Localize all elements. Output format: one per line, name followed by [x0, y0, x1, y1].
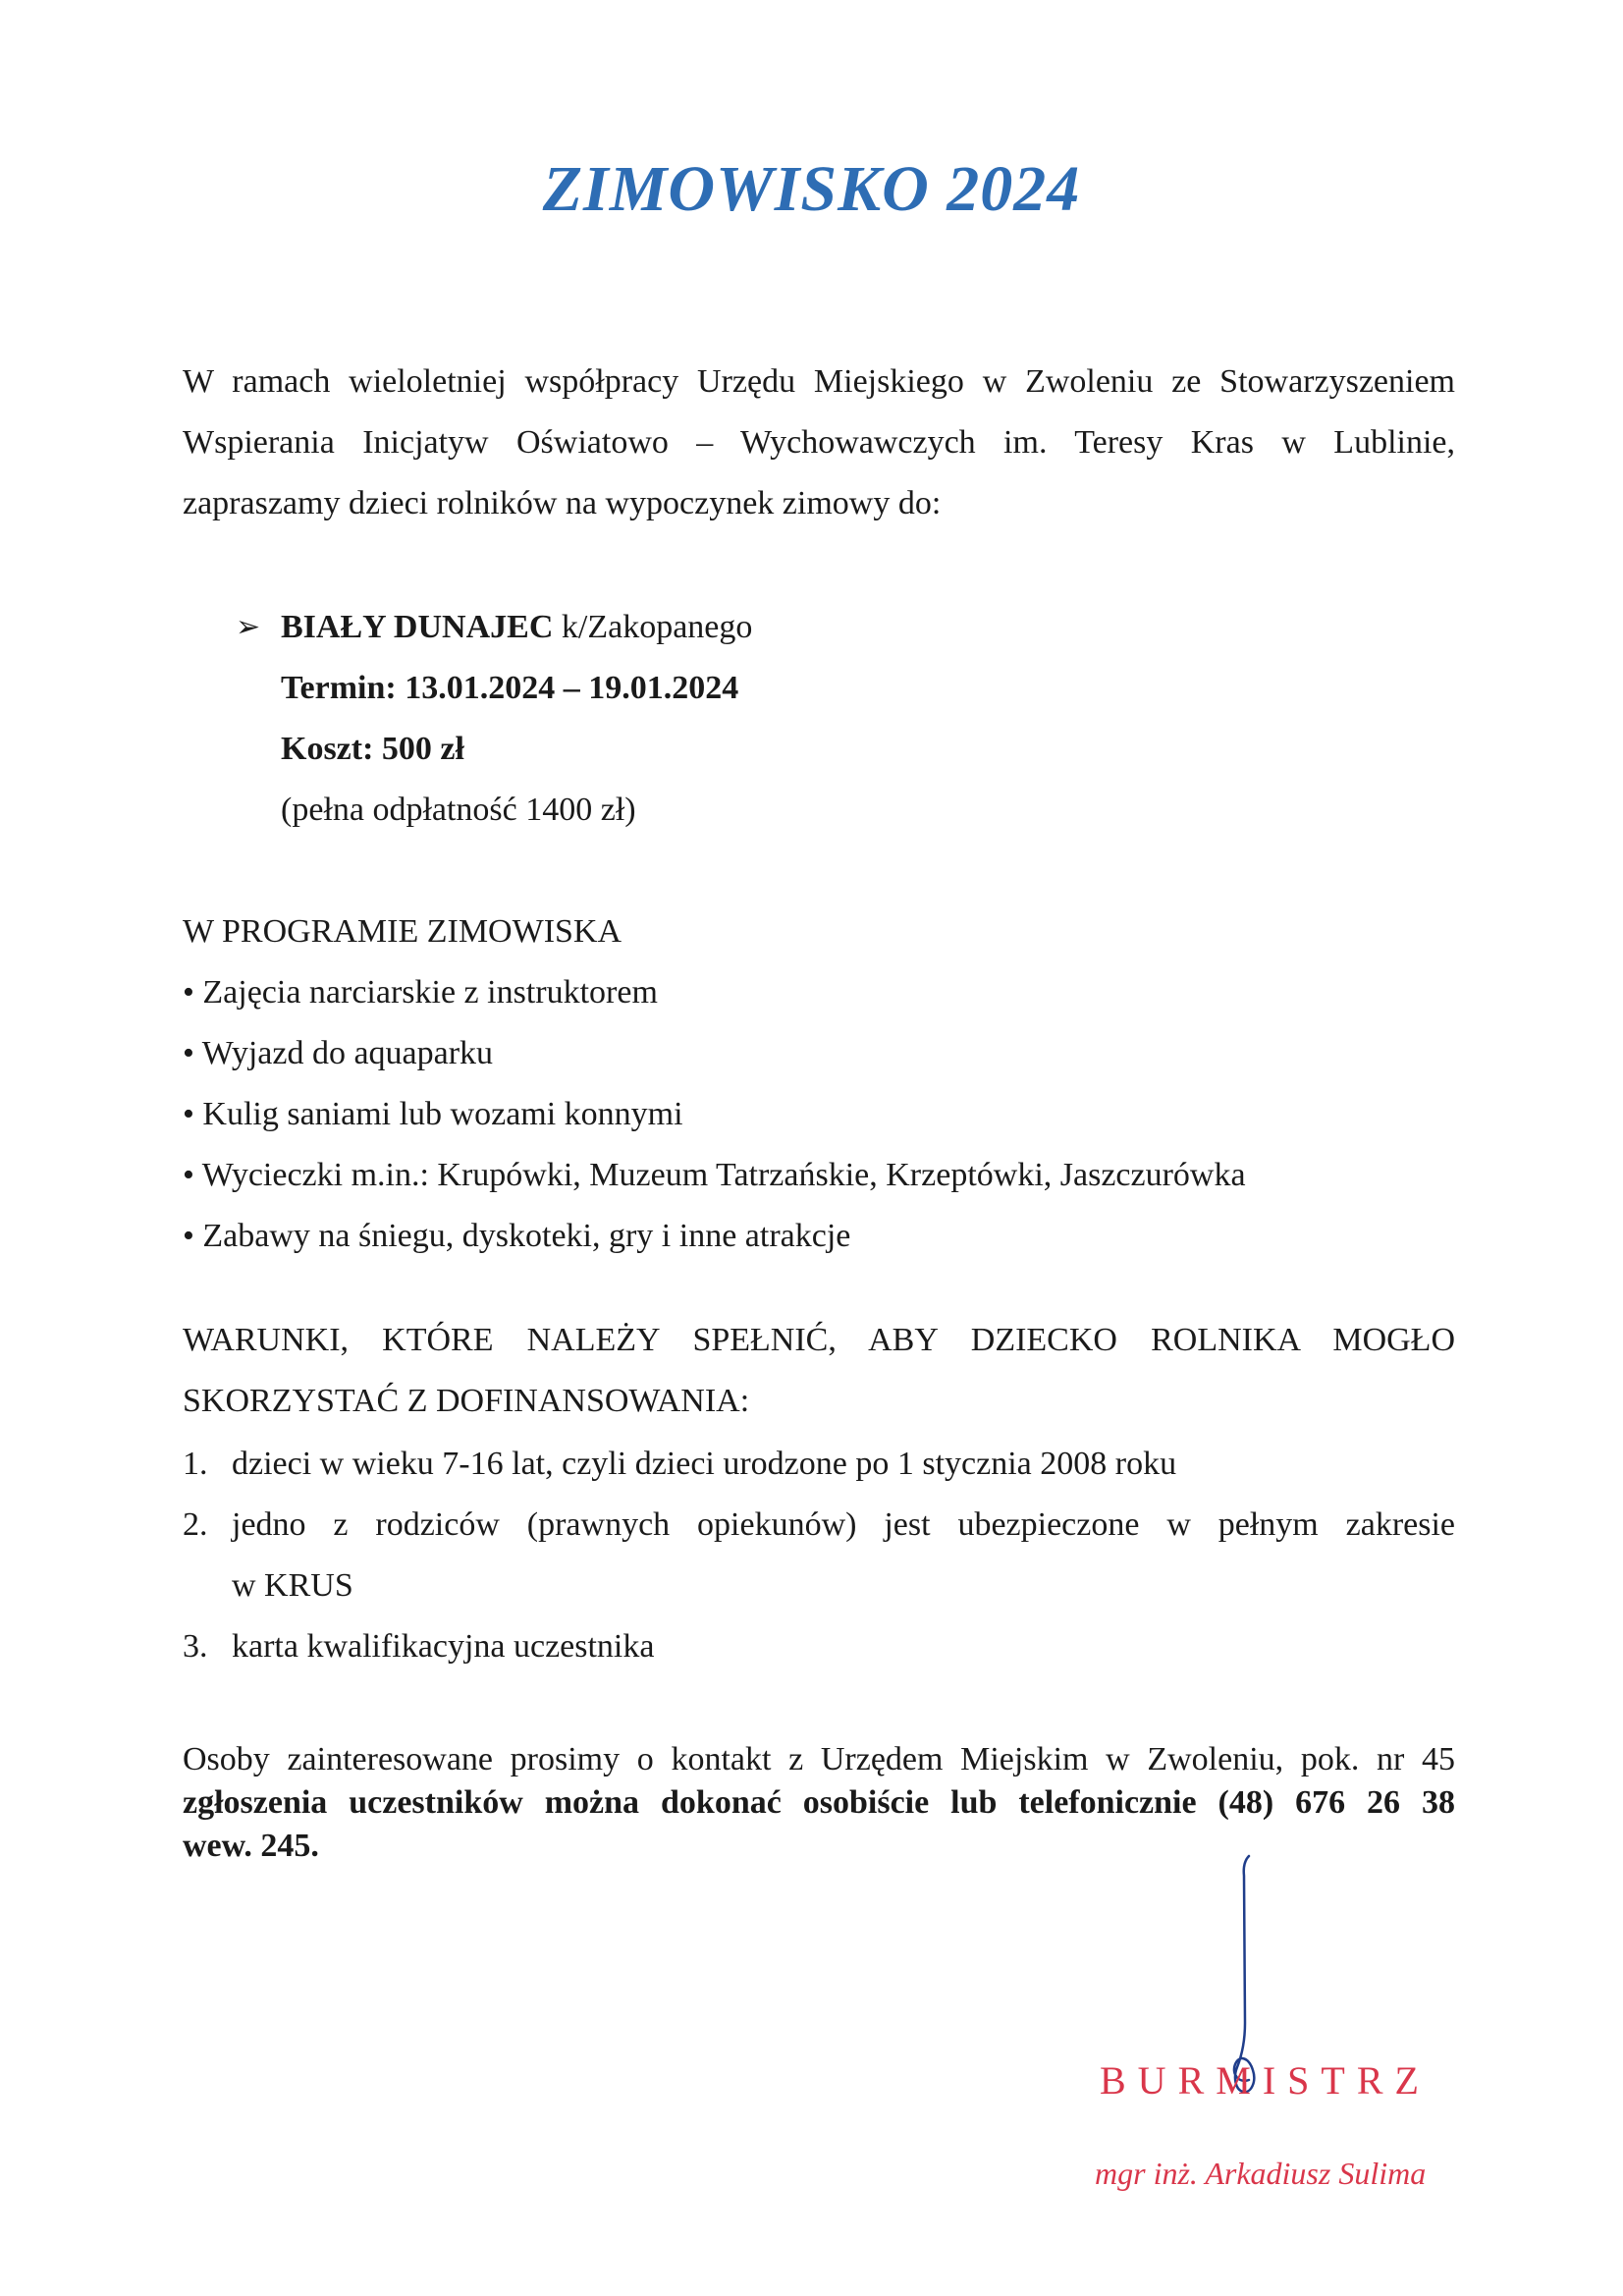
- intro-paragraph: [183, 352, 1455, 534]
- list-item: [183, 1434, 1455, 1495]
- list-item: • Wyjazd do aquaparku: [183, 1035, 494, 1071]
- stamp-title: BURMISTRZ: [1100, 2058, 1431, 2103]
- intro-line-1: W ramach wieloletniej współpracy Urzędu Miejskiego w Zwoleniu ze Stowarzyszeniem: [183, 363, 1455, 400]
- program-heading: W PROGRAMIE ZIMOWISKA: [183, 913, 622, 950]
- list-item: • Zajęcia narciarskie z instruktorem: [183, 974, 658, 1011]
- offer-place-suffix: k/Zakopanego: [553, 609, 753, 645]
- list-text: dzieci w wieku 7-16 lat, czyli dzieci urodzone po 1 stycznia 2008 roku: [232, 1446, 1177, 1482]
- offer-cost: Koszt: 500 zł: [281, 731, 464, 767]
- offer-full-price: (pełna odpłatność 1400 zł): [281, 792, 636, 828]
- contact-line-3: wew. 245.: [183, 1828, 319, 1864]
- intro-line-3: zapraszamy dzieci rolników na wypoczynek zimowy do:: [183, 485, 942, 521]
- list-item: • Zabawy na śniegu, dyskoteki, gry i inne atrakcje: [183, 1218, 851, 1254]
- list-item: • Wycieczki m.in.: Krupówki, Muzeum Tatrzańskie, Krzeptówki, Jaszczurówka: [183, 1157, 1246, 1193]
- contact-line-1: Osoby zainteresowane prosimy o kontakt z Urzędem Miejskim w Zwoleniu, pok. nr 45: [183, 1741, 1455, 1777]
- conditions-list: [183, 1434, 1455, 1677]
- list-text-continued: w KRUS: [232, 1567, 353, 1604]
- conditions-heading-line-2: SKORZYSTAĆ Z DOFINANSOWANIA:: [183, 1383, 750, 1419]
- offer-place: [236, 597, 752, 658]
- offer-term: Termin: 13.01.2024 – 19.01.2024: [281, 670, 739, 706]
- program-section: [183, 902, 1455, 1267]
- list-item: [183, 1616, 1455, 1677]
- offer-block: [236, 597, 752, 841]
- list-item: • Kulig saniami lub wozami konnymi: [183, 1096, 683, 1132]
- document-title: ZIMOWISKO 2024: [542, 153, 1081, 225]
- stamp-name: mgr inż. Arkadiusz Sulima: [1095, 2156, 1427, 2191]
- list-number: 1.: [183, 1446, 208, 1482]
- offer-place-name: BIAŁY DUNAJEC: [281, 609, 554, 645]
- list-number: 3.: [183, 1628, 208, 1665]
- intro-line-2: Wspierania Inicjatyw Oświatowo – Wychowawczych im. Teresy Kras w Lublinie,: [183, 424, 1455, 461]
- arrow-bullet-icon: ➢: [236, 611, 261, 643]
- list-item: [183, 1495, 1455, 1616]
- contact-line-2: zgłoszenia uczestników można dokonać osobiście lub telefonicznie (48) 676 26 38: [183, 1784, 1455, 1821]
- conditions-heading: [183, 1310, 1455, 1432]
- list-number: 2.: [183, 1506, 208, 1543]
- list-text: jedno z rodziców (prawnych opiekunów) jest ubezpieczone w pełnym zakresie: [232, 1506, 1455, 1543]
- conditions-heading-line-1: WARUNKI, KTÓRE NALEŻY SPEŁNIĆ, ABY DZIECKO ROLNIKA MOGŁO: [183, 1322, 1455, 1358]
- list-text: karta kwalifikacyjna uczestnika: [232, 1628, 655, 1665]
